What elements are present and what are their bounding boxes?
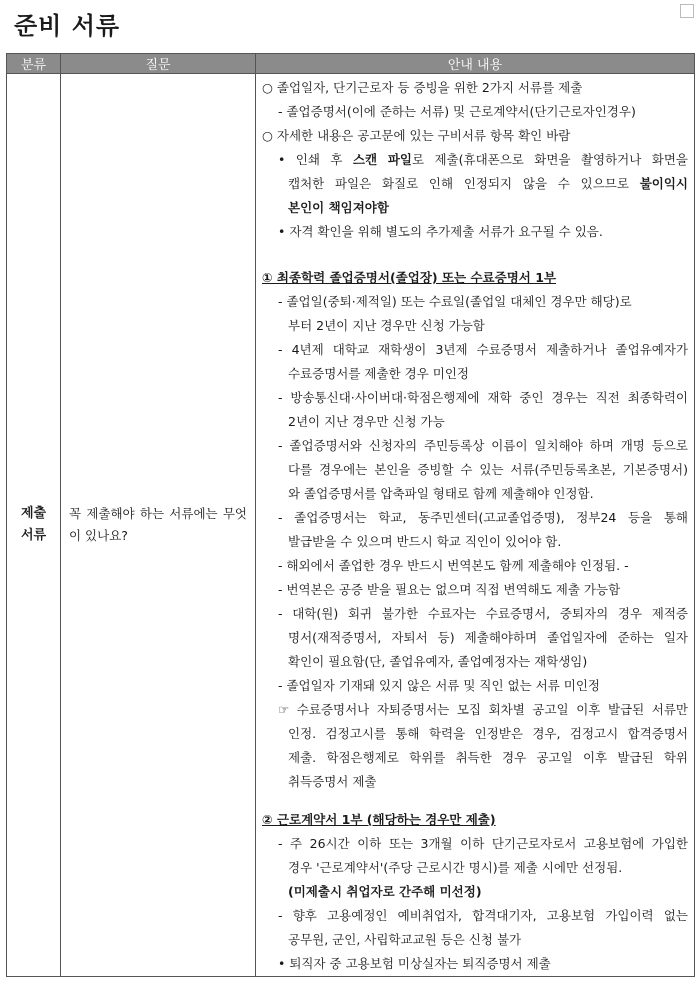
section1-line: 제출. 학점은행제로 학위를 취득한 경우 공고일 이후 발급된 학위 xyxy=(288,750,688,765)
section2-line: 경우 '근로계약서'(주당 근로시간 명시)를 제출 시에만 선정됨. xyxy=(288,860,623,875)
spacer xyxy=(262,794,688,808)
table-header-row xyxy=(7,54,695,74)
intro-line: • 자격 확인을 위해 별도의 추가제출 서류가 요구될 수 있음. xyxy=(278,224,603,239)
header-guide: 안내 내용 xyxy=(256,54,695,74)
category-line-2: 서류 xyxy=(20,528,47,543)
document-table xyxy=(6,53,695,977)
spacer xyxy=(262,244,688,266)
corner-mark xyxy=(680,4,694,18)
section1-line: - 대학(원) 회귀 불가한 수료자는 수료증명서, 중퇴자의 경우 제적증 xyxy=(278,606,688,621)
section1-line: - 방송통신대·사이버대·학점은행제에 재학 중인 경우는 직전 최종학력이 xyxy=(278,390,688,405)
section1-line: 확인이 필요함(단, 졸업유예자, 졸업예정자는 재학생임) xyxy=(288,654,588,669)
section1-line: 명서(재적증명서, 자퇴서 등) 제출해야하며 졸업일자에 준하는 일자 xyxy=(288,630,688,645)
section2-line: • 퇴직자 중 고용보험 미상실자는 퇴직증명서 제출 xyxy=(278,956,551,971)
header-question: 질문 xyxy=(61,54,256,74)
intro-text: • 인쇄 후 xyxy=(278,152,353,167)
category-cell xyxy=(7,74,61,977)
section1-line: - 졸업일(중퇴·제적일) 또는 수료일(졸업일 대체인 경우만 해당)로 xyxy=(278,294,632,309)
section2-line: - 향후 고용예정인 예비취업자, 합격대기자, 고용보험 가입이력 없는 xyxy=(278,908,688,923)
section2-line: - 주 26시간 이하 또는 3개월 이하 단기근로자로서 고용보험에 가입한 xyxy=(278,836,688,851)
section1-line: ☞ 수료증명서나 자퇴증명서는 모집 회차별 공고일 이후 발급된 서류만 xyxy=(278,702,688,717)
section1-line: 부터 2년이 지난 경우만 신청 가능함 xyxy=(288,318,485,333)
table-row xyxy=(7,74,695,977)
section1-line: - 번역본은 공증 받을 필요는 없으며 직접 변역해도 제출 가능함 xyxy=(278,582,621,597)
section1-line: 취득증명서 제출 xyxy=(288,774,377,789)
section1-line: - 4년제 대학교 재학생이 3년제 수료증명서 제출하거나 졸업유예자가 xyxy=(278,342,688,357)
intro-line: ○ 자세한 내용은 공고문에 있는 구비서류 항목 확인 바람 xyxy=(262,128,571,143)
intro-line xyxy=(262,148,688,172)
intro-text: 캡처한 파일은 화질로 인해 인정되지 않을 수 있으므로 xyxy=(288,176,640,191)
section1-line: 인정. 검정고시를 통해 학력을 인정받은 경우, 검정고시 합격증명서 xyxy=(288,726,688,741)
section1-heading: ① 최종학력 졸업증명서(졸업장) 또는 수료증명서 1부 xyxy=(262,270,556,285)
section1-line: 다를 경우에는 본인을 증빙할 수 있는 서류(주민등록초본, 기본증명서) xyxy=(288,462,688,477)
intro-text: 로 제출(휴대폰으로 화면을 촬영하거나 화면을 xyxy=(411,152,688,167)
header-category: 분류 xyxy=(7,54,61,74)
question-text: 꼭 제출해야 하는 서류에는 무엇이 있나요? xyxy=(69,506,247,543)
intro-line xyxy=(262,172,688,196)
section1-line: 와 졸업증명서를 압축파일 형태로 함께 제출해야 인정함. xyxy=(288,486,594,501)
intro-bold-text: 스캔 파일 xyxy=(352,152,412,167)
intro-bold-text: 불이익시 xyxy=(639,176,688,191)
intro-line: - 졸업증명서(이에 준하는 서류) 및 근로계약서(단기근로자인경우) xyxy=(278,104,636,119)
section1-line: 발급받을 수 있으며 반드시 학교 직인이 있어야 함. xyxy=(288,534,562,549)
section1-line: 수료증명서를 제출한 경우 미인정 xyxy=(288,366,469,381)
intro-line: 본인이 책임져야함 xyxy=(288,200,389,215)
section1-line: - 해외에서 졸업한 경우 반드시 번역본도 함께 제출해야 인정됨. - xyxy=(278,558,629,573)
section1-line: 2년이 지난 경우만 신청 가능 xyxy=(288,414,445,429)
section2-heading: ② 근로계약서 1부 (해당하는 경우만 제출) xyxy=(262,812,496,827)
category-line-1: 제출 xyxy=(20,506,47,521)
section1-line: - 졸업일자 기재돼 있지 않은 서류 및 직인 없는 서류 미인정 xyxy=(278,678,600,693)
page-title: 준비 서류 xyxy=(14,12,121,40)
section2-line: (미제출시 취업자로 간주해 미선정) xyxy=(288,884,482,899)
guide-cell xyxy=(256,74,695,977)
section2-line: 공무원, 군인, 사립학교교원 등은 신청 불가 xyxy=(288,932,522,947)
question-cell xyxy=(61,74,256,977)
section1-line: - 졸업증명서와 신청자의 주민등록상 이름이 일치해야 하며 개명 등으로 xyxy=(278,438,688,453)
intro-line: ○ 졸업일자, 단기근로자 등 증빙을 위한 2가지 서류를 제출 xyxy=(262,80,583,95)
section1-line: - 졸업증명서는 학교, 동주민센터(고교졸업증명), 정부24 등을 통해 xyxy=(278,510,688,525)
